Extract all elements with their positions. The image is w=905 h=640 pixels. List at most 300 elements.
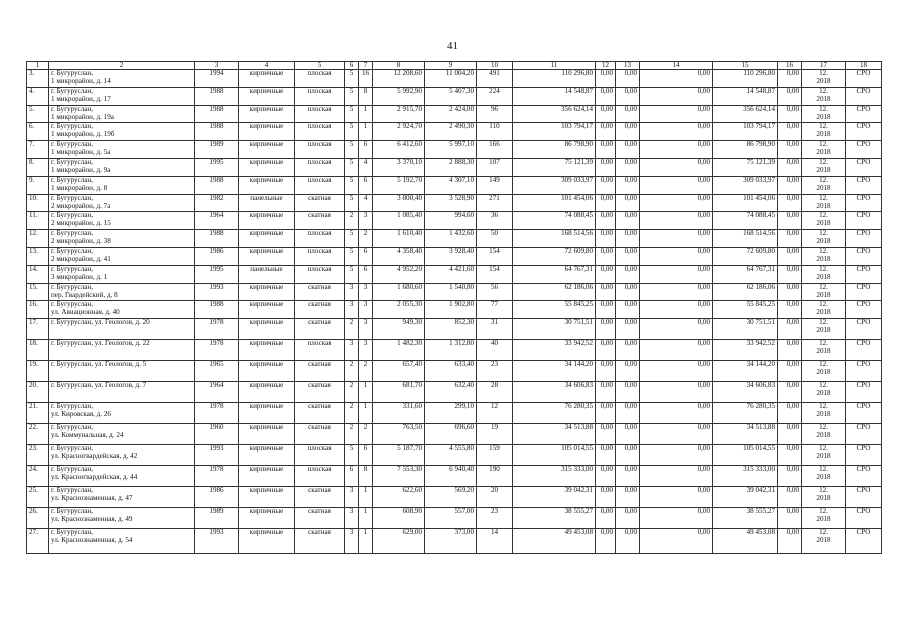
cost-col-15-cell: 34 513,88 [713,424,778,445]
cost-col-13-cell: 0,00 [616,141,640,159]
cost-col-12-cell: 0,00 [596,194,616,212]
date-year: 2018 [816,494,831,503]
cost-col-12-cell: 0,00 [596,382,616,403]
table-row [27,230,882,248]
floors-count-cell: 3 [345,529,359,554]
date-year: 2018 [816,112,831,121]
address-line-2: ул. Красногвардейская, д. 44 [51,473,138,482]
address-line-1: г. Бугуруслан, [51,265,93,273]
year-built-cell: 1988 [195,105,239,123]
cost-col-13-cell: 0,00 [616,194,640,212]
table-row [27,382,882,403]
address-cell [49,382,195,403]
floors-count-cell: 5 [345,230,359,248]
residential-area-cell: 299,10 [425,403,477,424]
cost-col-14-cell: 0,00 [640,466,713,487]
year-built-cell: 1964 [195,212,239,230]
cost-col-14-cell: 0,00 [640,230,713,248]
cost-col-12-cell: 0,00 [596,361,616,382]
residents-count-cell: 271 [477,194,513,212]
year-built-cell: 1988 [195,230,239,248]
funding-source-cell: СРО [846,466,882,487]
year-built-cell: 1986 [195,487,239,508]
funding-source-cell: СРО [846,382,882,403]
planned-date-cell [802,141,846,159]
floors-count-cell: 2 [345,403,359,424]
cost-col-12-cell: 0,00 [596,212,616,230]
column-number-3: 3 [195,62,239,70]
cost-col-16-cell: 0,00 [778,247,802,265]
cost-col-12-cell: 0,00 [596,508,616,529]
year-built-cell: 1989 [195,508,239,529]
total-cost-cell: 105 014,55 [513,445,596,466]
cost-col-13-cell: 0,00 [616,265,640,283]
roof-type-cell: скатная [295,424,345,445]
funding-source-cell: СРО [846,158,882,176]
funding-source-cell: СРО [846,87,882,105]
floors-count-cell: 2 [345,319,359,340]
address-line-2: пер. Гвардейский, д. 8 [51,290,118,299]
address-cell [49,70,195,88]
cost-col-13-cell: 0,00 [616,212,640,230]
residential-area-cell: 852,30 [425,319,477,340]
date-year: 2018 [816,94,831,103]
date-month: 12. [819,87,828,95]
cost-col-12-cell: 0,00 [596,87,616,105]
residential-area-cell: 373,00 [425,529,477,554]
table-row [27,158,882,176]
floors-count-cell: 3 [345,283,359,301]
floors-count-cell: 2 [345,424,359,445]
date-year: 2018 [816,536,831,545]
wall-material-cell: кирпичные [239,123,295,141]
wall-material-cell: кирпичные [239,487,295,508]
cost-col-12-cell: 0,00 [596,340,616,361]
date-month: 12. [819,444,828,453]
cost-col-13-cell: 0,00 [616,319,640,340]
entrances-count-cell: 3 [359,212,373,230]
cost-col-15-cell: 64 767,31 [713,265,778,283]
total-cost-cell: 49 453,08 [513,529,596,554]
date-month: 12. [819,140,828,149]
total-area-cell: 5 187,70 [373,445,425,466]
floors-count-cell: 3 [345,340,359,361]
floors-count-cell: 5 [345,70,359,88]
cost-col-16-cell: 0,00 [778,508,802,529]
address-line-1: г. Бугуруслан, [51,507,93,516]
cost-col-15-cell: 103 794,17 [713,123,778,141]
total-cost-cell: 38 555,27 [513,508,596,529]
total-cost-cell: 110 296,80 [513,70,596,88]
funding-source-cell: СРО [846,301,882,319]
address-line-2: ул. Красногвардейская, д. 42 [51,452,138,461]
date-year: 2018 [816,473,831,482]
cost-col-13-cell: 0,00 [616,466,640,487]
table-row [27,141,882,159]
address-cell [49,105,195,123]
address-line-1: г. Бугуруслан, [51,528,93,537]
residential-area-cell: 6 940,40 [425,466,477,487]
roof-type-cell: скатная [295,403,345,424]
date-month: 12. [819,176,828,184]
column-number-15: 15 [713,62,778,70]
roof-type-cell: скатная [295,529,345,554]
residential-area-cell: 2 888,30 [425,158,477,176]
date-year: 2018 [816,389,831,398]
total-area-cell: 1 482,30 [373,340,425,361]
entrances-count-cell: 6 [359,265,373,283]
cost-col-16-cell: 0,00 [778,194,802,212]
cost-col-15-cell: 356 624,14 [713,105,778,123]
cost-col-12-cell: 0,00 [596,529,616,554]
residential-area-cell: 2 424,00 [425,105,477,123]
cost-col-14-cell: 0,00 [640,487,713,508]
entrances-count-cell: 1 [359,403,373,424]
funding-source-cell: СРО [846,265,882,283]
cost-col-16-cell: 0,00 [778,466,802,487]
column-number-2: 2 [49,62,195,70]
total-cost-cell: 39 042,31 [513,487,596,508]
date-year: 2018 [816,368,831,377]
address-cell [49,361,195,382]
address-cell [49,340,195,361]
wall-material-cell: кирпичные [239,403,295,424]
address-cell [49,230,195,248]
date-year: 2018 [816,148,831,157]
address-line-2: 3 микрорайон, д. 1 [51,272,108,281]
row-number-cell: 20. [27,382,49,403]
cost-col-13-cell: 0,00 [616,487,640,508]
cost-col-12-cell: 0,00 [596,424,616,445]
residential-area-cell: 632,40 [425,382,477,403]
cost-col-15-cell: 38 555,27 [713,508,778,529]
floors-count-cell: 2 [345,212,359,230]
planned-date-cell [802,424,846,445]
date-month: 12. [819,105,828,113]
table-row [27,403,882,424]
cost-col-13-cell: 0,00 [616,361,640,382]
address-cell [49,301,195,319]
year-built-cell: 1988 [195,123,239,141]
cost-col-15-cell: 34 606,83 [713,382,778,403]
residents-count-cell: 166 [477,141,513,159]
row-number-cell: 27. [27,529,49,554]
cost-col-13-cell: 0,00 [616,70,640,88]
roof-type-cell: скатная [295,487,345,508]
year-built-cell: 1964 [195,382,239,403]
cost-col-14-cell: 0,00 [640,508,713,529]
table-row [27,487,882,508]
date-month: 12. [819,265,828,273]
date-month: 12. [819,423,828,432]
cost-col-13-cell: 0,00 [616,283,640,301]
year-built-cell: 1986 [195,247,239,265]
wall-material-cell: кирпичные [239,283,295,301]
cost-col-14-cell: 0,00 [640,361,713,382]
total-cost-cell: 34 144,20 [513,361,596,382]
cost-col-16-cell: 0,00 [778,319,802,340]
entrances-count-cell: 1 [359,123,373,141]
address-line-1: г. Бугуруслан, [51,87,93,95]
residential-area-cell: 5 407,30 [425,87,477,105]
address-line-2: 1 микрорайон, д. 17 [51,94,111,103]
cost-col-15-cell: 76 280,35 [713,403,778,424]
year-built-cell: 1995 [195,158,239,176]
floors-count-cell: 5 [345,265,359,283]
cost-col-14-cell: 0,00 [640,105,713,123]
entrances-count-cell: 4 [359,194,373,212]
residential-area-cell: 4 307,10 [425,176,477,194]
address-line-2: 1 микрорайон, д. 8 [51,183,108,192]
cost-col-16-cell: 0,00 [778,424,802,445]
floors-count-cell: 5 [345,445,359,466]
address-line-2: ул. Краснознаменная, д. 47 [51,494,133,503]
cost-col-14-cell: 0,00 [640,176,713,194]
address-line-1: г. Бугуруслан, [51,423,93,432]
cost-col-12-cell: 0,00 [596,123,616,141]
cost-col-16-cell: 0,00 [778,212,802,230]
row-number-cell: 8. [27,158,49,176]
cost-col-16-cell: 0,00 [778,382,802,403]
year-built-cell: 1988 [195,301,239,319]
entrances-count-cell: 6 [359,247,373,265]
year-built-cell: 1988 [195,176,239,194]
roof-type-cell: плоская [295,87,345,105]
total-cost-cell: 72 609,80 [513,247,596,265]
year-built-cell: 1988 [195,87,239,105]
column-number-5: 5 [295,62,345,70]
row-number-cell: 23. [27,445,49,466]
table-row [27,176,882,194]
cost-col-15-cell: 86 798,90 [713,141,778,159]
cost-col-14-cell: 0,00 [640,141,713,159]
wall-material-cell: кирпичные [239,382,295,403]
date-year: 2018 [816,183,831,192]
cost-col-16-cell: 0,00 [778,301,802,319]
planned-date-cell [802,230,846,248]
date-year: 2018 [816,410,831,419]
residential-area-cell: 1 312,80 [425,340,477,361]
cost-col-13-cell: 0,00 [616,424,640,445]
funding-source-cell: СРО [846,141,882,159]
year-built-cell: 1989 [195,141,239,159]
total-area-cell: 1 085,40 [373,212,425,230]
planned-date-cell [802,361,846,382]
total-area-cell: 2 055,30 [373,301,425,319]
cost-col-15-cell: 55 845,25 [713,301,778,319]
cost-col-15-cell: 39 042,31 [713,487,778,508]
year-built-cell: 1982 [195,194,239,212]
total-area-cell: 5 992,90 [373,87,425,105]
cost-col-12-cell: 0,00 [596,247,616,265]
planned-date-cell [802,158,846,176]
address-line-2: ул. Авиационная, д. 40 [51,308,120,317]
address-line-2: 2 микрорайон, д. 38 [51,237,111,246]
total-cost-cell: 34 513,88 [513,424,596,445]
entrances-count-cell: 3 [359,340,373,361]
address-line-1: г. Бугуруслан, ул. Геологов, д. 20 [51,318,150,327]
address-line-2: 1 микрорайон, д. 14 [51,76,111,85]
address-line-1: г. Бугуруслан, [51,69,93,77]
residents-count-cell: 28 [477,382,513,403]
cost-col-14-cell: 0,00 [640,158,713,176]
funding-source-cell: СРО [846,123,882,141]
funding-source-cell: СРО [846,283,882,301]
planned-date-cell [802,283,846,301]
floors-count-cell: 5 [345,194,359,212]
address-line-1: г. Бугуруслан, [51,211,93,220]
address-cell [49,424,195,445]
cost-col-14-cell: 0,00 [640,403,713,424]
address-cell [49,265,195,283]
cost-col-12-cell: 0,00 [596,445,616,466]
row-number-cell: 26. [27,508,49,529]
residential-area-cell: 557,00 [425,508,477,529]
wall-material-cell: кирпичные [239,247,295,265]
total-area-cell: 6 412,60 [373,141,425,159]
date-month: 12. [819,229,828,238]
table-row [27,508,882,529]
date-year: 2018 [816,254,831,263]
funding-source-cell: СРО [846,319,882,340]
address-cell [49,403,195,424]
address-line-1: г. Бугуруслан, [51,158,93,166]
residents-count-cell: 12 [477,403,513,424]
cost-col-16-cell: 0,00 [778,529,802,554]
floors-count-cell: 5 [345,247,359,265]
roof-type-cell: плоская [295,176,345,194]
year-built-cell: 1994 [195,70,239,88]
table-row [27,123,882,141]
column-number-17: 17 [802,62,846,70]
roof-type-cell: плоская [295,158,345,176]
year-built-cell: 1995 [195,265,239,283]
residents-count-cell: 23 [477,361,513,382]
address-line-1: г. Бугуруслан, [51,229,93,238]
cost-col-12-cell: 0,00 [596,176,616,194]
entrances-count-cell: 2 [359,230,373,248]
funding-source-cell: СРО [846,529,882,554]
date-month: 12. [819,465,828,474]
planned-date-cell [802,247,846,265]
roof-type-cell: плоская [295,466,345,487]
residential-area-cell: 11 004,20 [425,70,477,88]
row-number-cell: 9. [27,176,49,194]
total-cost-cell: 30 751,51 [513,319,596,340]
date-month: 12. [819,211,828,220]
funding-source-cell: СРО [846,487,882,508]
cost-col-14-cell: 0,00 [640,529,713,554]
address-cell [49,247,195,265]
residents-count-cell: 159 [477,445,513,466]
floors-count-cell: 5 [345,123,359,141]
year-built-cell: 1978 [195,466,239,487]
date-year: 2018 [816,272,831,281]
total-cost-cell: 64 767,31 [513,265,596,283]
floors-count-cell: 5 [345,158,359,176]
cost-col-12-cell: 0,00 [596,265,616,283]
row-number-cell: 4. [27,87,49,105]
total-area-cell: 1 610,40 [373,230,425,248]
table-row [27,265,882,283]
total-area-cell: 3 370,10 [373,158,425,176]
date-month: 12. [819,247,828,255]
date-year: 2018 [816,130,831,139]
year-built-cell: 1978 [195,319,239,340]
residents-count-cell: 20 [477,487,513,508]
cost-col-16-cell: 0,00 [778,87,802,105]
entrances-count-cell: 16 [359,70,373,88]
residents-count-cell: 40 [477,340,513,361]
funding-source-cell: СРО [846,105,882,123]
column-number-header [27,62,882,70]
date-month: 12. [819,528,828,537]
address-cell [49,194,195,212]
row-number-cell: 7. [27,141,49,159]
planned-date-cell [802,194,846,212]
cost-col-13-cell: 0,00 [616,247,640,265]
date-month: 12. [819,158,828,166]
funding-source-cell: СРО [846,424,882,445]
total-cost-cell: 76 280,35 [513,403,596,424]
column-number-8: 8 [373,62,425,70]
row-number-cell: 3. [27,70,49,88]
residents-count-cell: 107 [477,158,513,176]
floors-count-cell: 3 [345,301,359,319]
wall-material-cell: кирпичные [239,176,295,194]
cost-col-15-cell: 33 942,52 [713,340,778,361]
table-row [27,445,882,466]
floors-count-cell: 2 [345,361,359,382]
address-line-1: г. Бугуруслан, [51,194,93,202]
total-area-cell: 657,40 [373,361,425,382]
row-number-cell: 22. [27,424,49,445]
planned-date-cell [802,382,846,403]
row-number-cell: 15. [27,283,49,301]
roof-type-cell: скатная [295,508,345,529]
address-line-2: ул. Краснознаменная, д. 54 [51,536,133,545]
date-year: 2018 [816,165,831,174]
entrances-count-cell: 1 [359,105,373,123]
date-year: 2018 [816,219,831,228]
date-month: 12. [819,69,828,77]
column-number-11: 11 [513,62,596,70]
cost-col-14-cell: 0,00 [640,340,713,361]
cost-col-14-cell: 0,00 [640,70,713,88]
cost-col-12-cell: 0,00 [596,141,616,159]
roof-type-cell: скатная [295,283,345,301]
floors-count-cell: 2 [345,382,359,403]
column-number-6: 6 [345,62,359,70]
cost-col-12-cell: 0,00 [596,403,616,424]
table-row [27,105,882,123]
date-year: 2018 [816,290,831,299]
funding-source-cell: СРО [846,340,882,361]
row-number-cell: 14. [27,265,49,283]
address-cell [49,212,195,230]
address-line-1: г. Бугуруслан, ул. Геологов, д. 22 [51,339,150,348]
date-month: 12. [819,300,828,309]
row-number-cell: 24. [27,466,49,487]
cost-col-15-cell: 34 144,20 [713,361,778,382]
address-cell [49,123,195,141]
address-line-1: г. Бугуруслан, [51,444,93,453]
roof-type-cell: скатная [295,212,345,230]
address-cell [49,508,195,529]
total-area-cell: 2 924,70 [373,123,425,141]
cost-col-16-cell: 0,00 [778,361,802,382]
date-year: 2018 [816,201,831,210]
